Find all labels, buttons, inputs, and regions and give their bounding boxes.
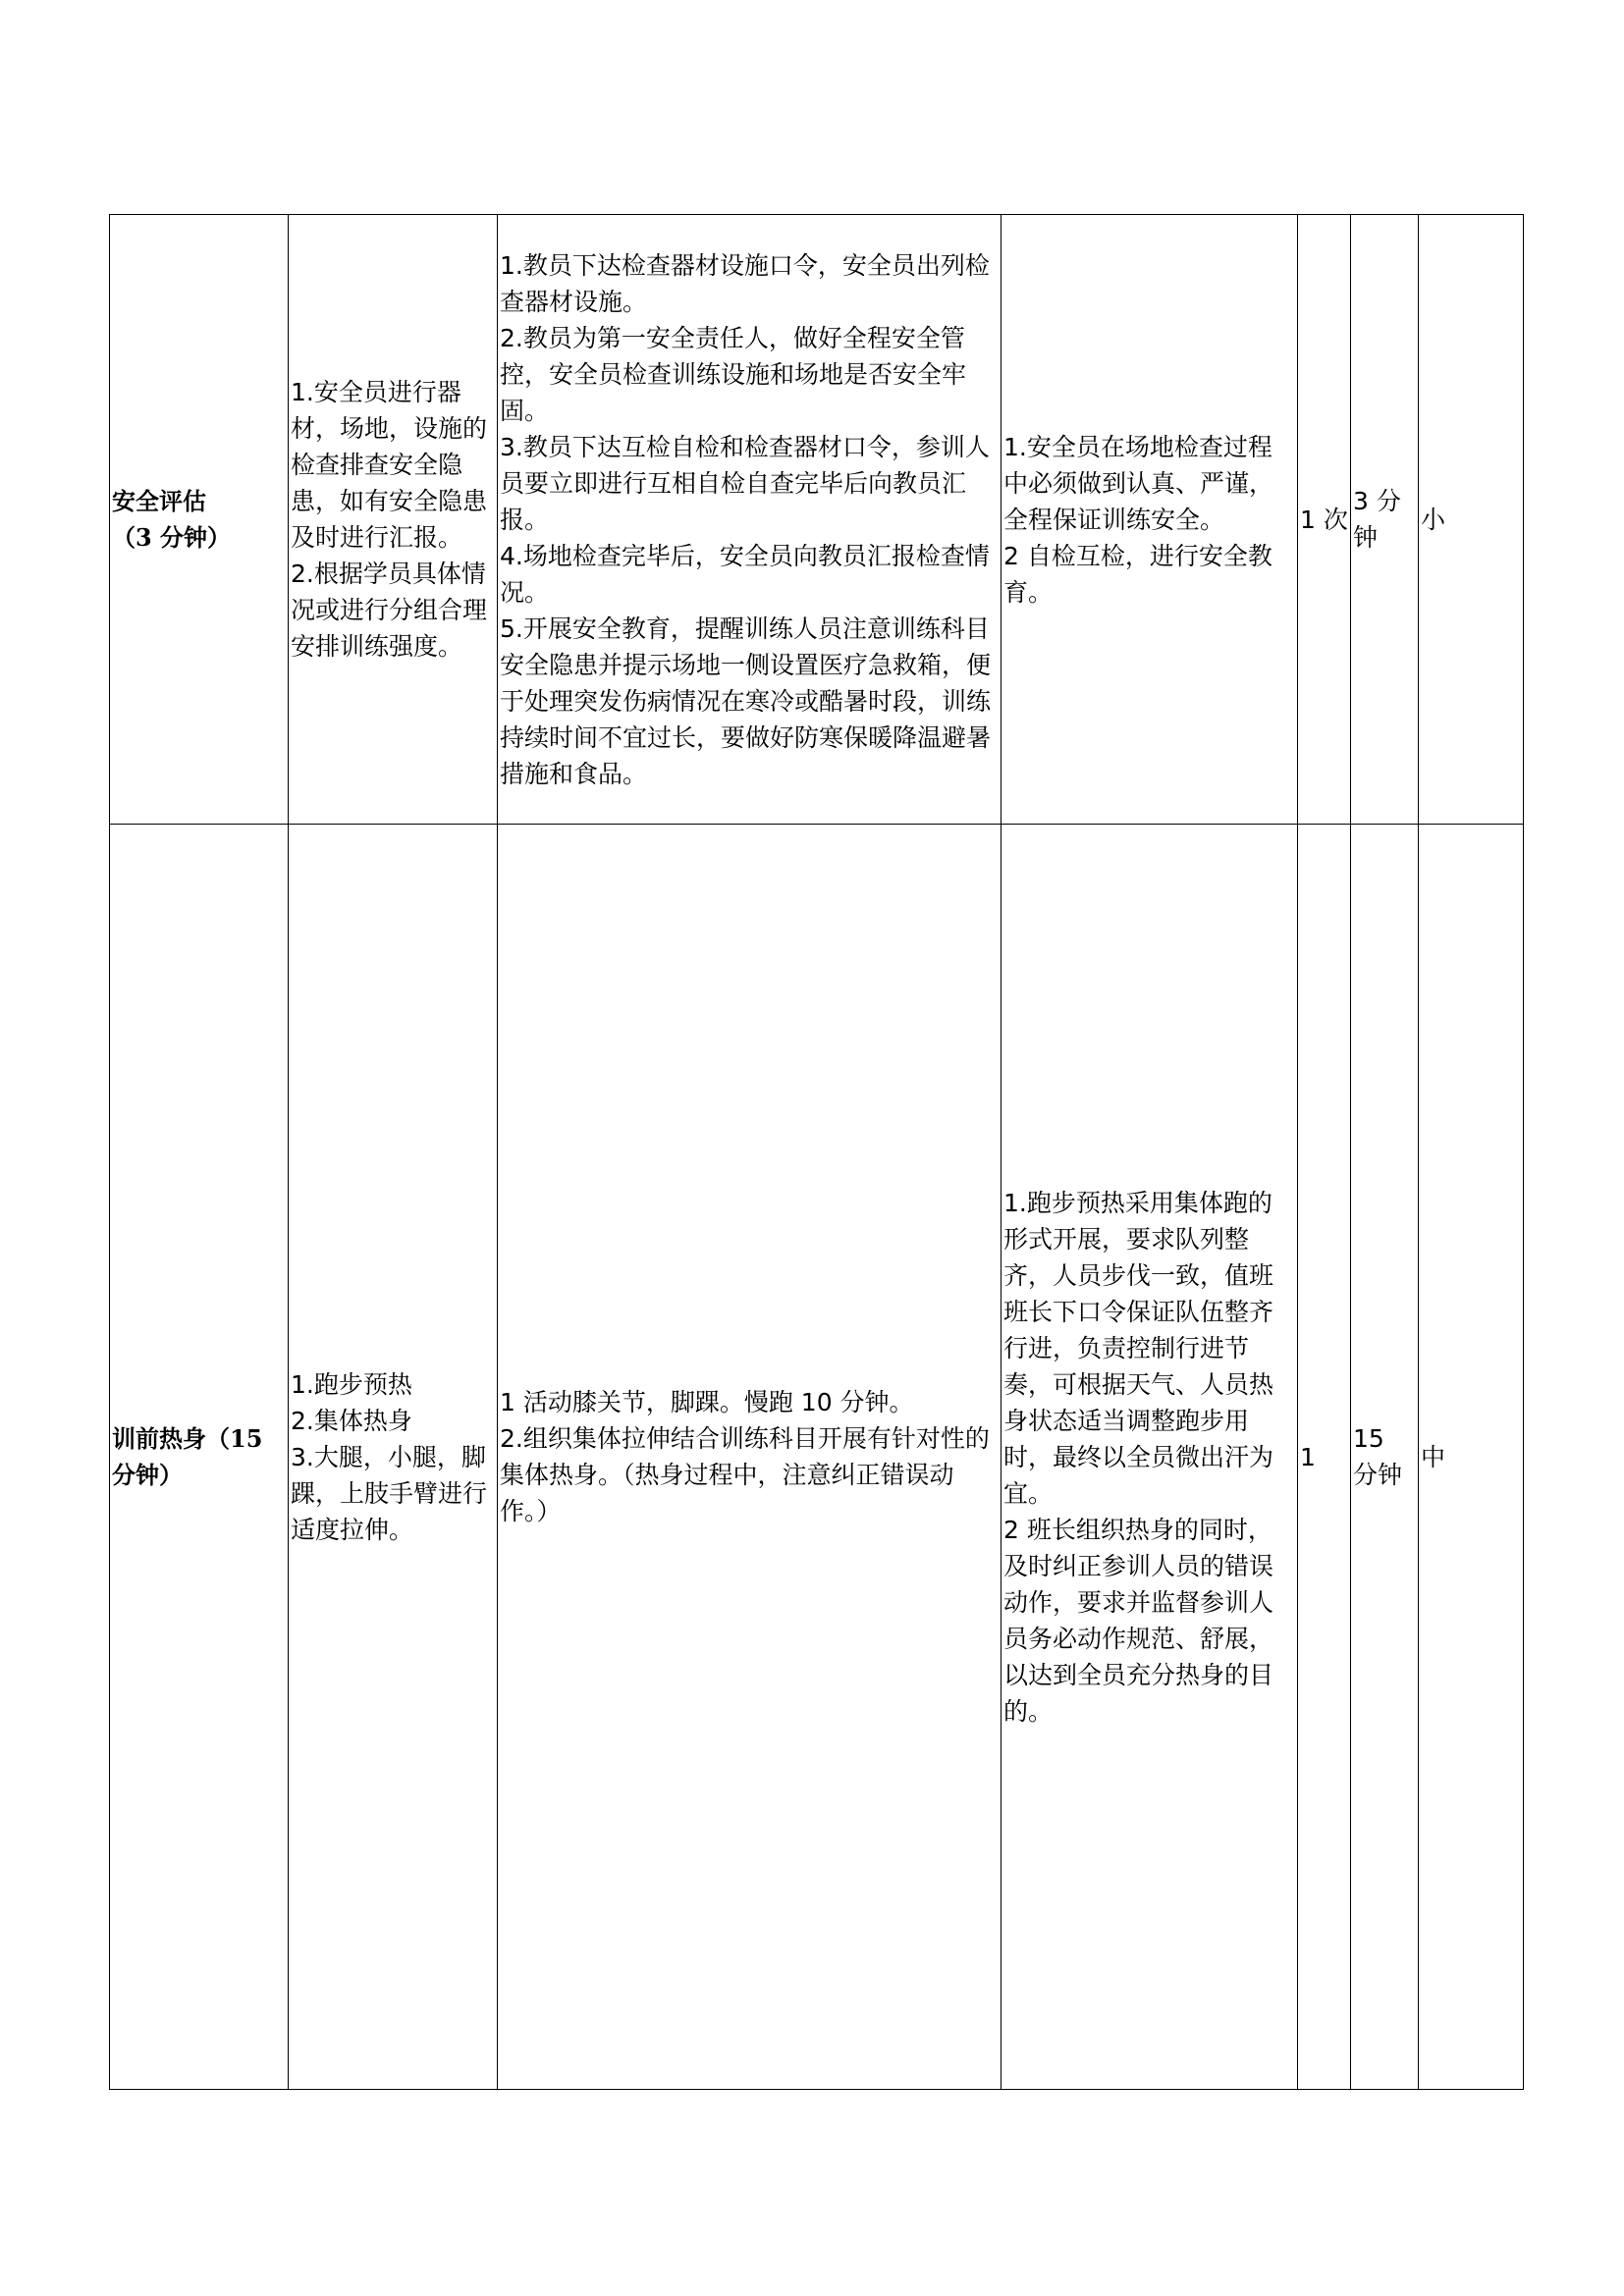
stage-name: 训前热身（15 分钟） [112,1424,263,1489]
stage-cell [110,825,289,2090]
stage-cell [110,215,289,825]
content-line: 2.根据学员具体情况或进行分组合理安排训练强度。 [291,560,488,661]
content-cell [289,825,498,2090]
method-line: 1 活动膝关节，脚踝。慢跑 10 分钟。 [500,1388,914,1416]
intensity-cell: 小 [1419,215,1524,825]
time-cell: 15 分钟 [1351,825,1419,2090]
content-line: 3.大腿，小腿，脚踝，上肢手臂进行适度拉伸。 [291,1442,488,1544]
method-line: 2.组织集体拉伸结合训练科目开展有针对性的集体热身。（热身过程中，注意纠正错误动作。） [500,1424,990,1525]
table-row [110,215,1524,825]
content-line: 1.安全员进行器材，场地，设施的检查排查安全隐患，如有安全隐患及时进行汇报。 [291,378,488,552]
requirement-line: 2 班长组织热身的同时，及时纠正参训人员的错误动作，要求并监督参训人员务必动作规范、舒展，以达到全员充分热身的目的。 [1003,1515,1274,1726]
count-cell: 1 [1298,825,1351,2090]
content-cell [289,215,498,825]
requirements-cell [1001,215,1298,825]
requirement-line: 全程保证训练安全。 [1003,505,1225,534]
content-line: 2.集体热身 [291,1406,412,1435]
stage-duration: （3 分钟） [112,523,232,552]
method-line: 1.教员下达检查器材设施口令，安全员出列检查器材设施。 [500,250,990,316]
method-line: 5.开展安全教育，提醒训练人员注意训练科目安全隐患并提示场地一侧设置医疗急救箱，便于处理突发伤病情况在寒冷或酷暑时段，训练持续时间不宜过长，要做好防寒保暖降温避暑措施和食品。 [500,614,992,788]
requirement-line: 2 自检互检，进行安全教育。 [1003,541,1272,607]
method-cell [498,215,1001,825]
content-line: 1.跑步预热 [291,1369,412,1399]
method-cell [498,825,1001,2090]
training-plan-table [109,214,1524,2090]
count-cell: 1 次 [1298,215,1351,825]
method-line: 3.教员下达互检自检和检查器材口令，参训人员要立即进行互相自检自查完毕后向教员汇报。 [500,432,990,534]
time-cell: 3 分钟 [1351,215,1419,825]
intensity-cell: 中 [1419,825,1524,2090]
table-row [110,825,1524,2090]
requirement-line: 1.跑步预热采用集体跑的形式开展，要求队列整齐，人员步伐一致，值班班长下口令保证队伍整齐行进，负责控制行进节奏，可根据天气、人员热身状态适当调整跑步用时，最终以全员微出汗为宜。 [1003,1188,1274,1508]
stage-name: 安全评估 [112,487,206,515]
requirements-cell [1001,825,1298,2090]
method-line: 4.场地检查完毕后，安全员向教员汇报检查情况。 [500,541,990,607]
requirement-line: 1.安全员在场地检查过程中必须做到认真、严谨， [1003,432,1274,498]
method-line: 2.教员为第一安全责任人，做好全程安全管控，安全员检查训练设施和场地是否安全牢固。 [500,323,967,425]
